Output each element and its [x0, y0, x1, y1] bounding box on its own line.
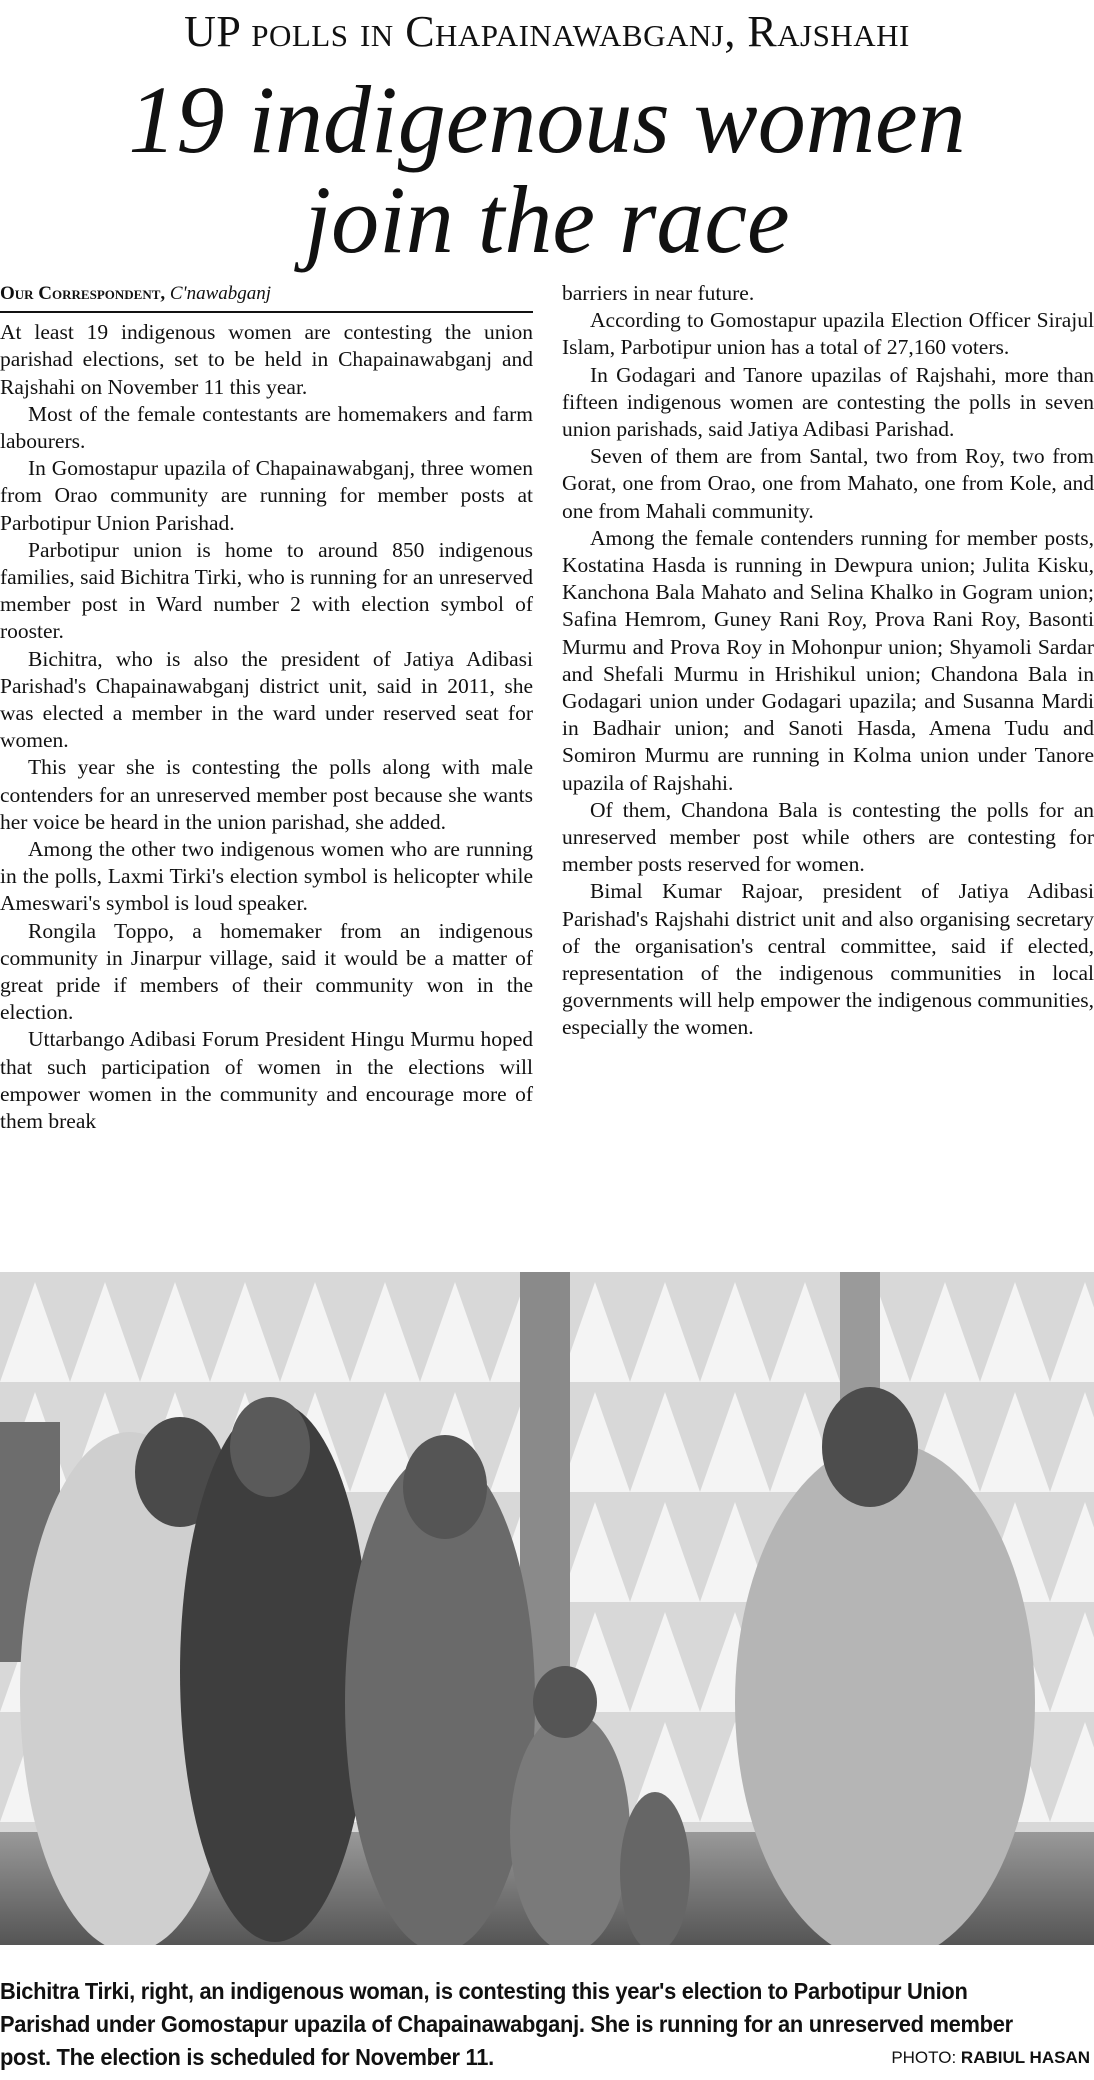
paragraph: At least 19 indigenous women are contesting the union parishad elections, set to be held in Chapainawabganj and Rajshahi on November 11 this year. [0, 320, 533, 399]
paragraph: Most of the female contestants are homemakers and farm labourers. [0, 401, 533, 454]
headline [0, 66, 1094, 273]
photo-illustration [0, 1272, 1094, 1945]
paragraph-continued: barriers in near future. [562, 281, 755, 305]
photo-caption: Bichitra Tirki, right, an indigenous woman, is contesting this year's election to Parbotipur Union Parishad under Gomostapur upazila of Chapainawabganj. She is running for an unreserved member post. The election is scheduled for November 11. [0, 1978, 1013, 2070]
paragraph: Of them, Chandona Bala is contesting the polls for an unreserved member post while others are contesting for member posts reserved for women. [562, 797, 1094, 877]
paragraph: Seven of them are from Santal, two from Roy, two from Gorat, one from Orao, one from Mahato, one from Kole, and one from Mahali community. [562, 444, 1094, 523]
kicker: UP polls in Chapainawabganj, Rajshahi [184, 7, 910, 56]
photo-credit-label: PHOTO: [891, 2048, 957, 2067]
paragraph: Parbotipur union is home to around 850 indigenous families, said Bichitra Tirki, who is running for an unreserved member post in Ward number 2 with election symbol of rooster. [0, 537, 533, 644]
byline-place: C'nawabganj [169, 283, 272, 304]
article-column-left [0, 280, 533, 1135]
paragraph: According to Gomostapur upazila Election Officer Sirajul Islam, Parbotipur union has a total of 27,160 voters. [562, 308, 1094, 360]
photo-credit [891, 2048, 1090, 2068]
headline-line-1: 19 indigenous women [128, 66, 966, 173]
article-column-right [562, 280, 1094, 1042]
paragraph: This year she is contesting the polls along with male contenders for an unreserved member post because she wants her voice be heard in the union parishad, she added. [0, 755, 533, 834]
paragraph: Bimal Kumar Rajoar, president of Jatiya Adibasi Parishad's Rajshahi district unit and also organising secretary of the organisation's central committee, said if elected, representation of the indigenous communities in local governments will help empower the indigenous communities, especially the women. [562, 879, 1094, 1040]
headline-line-2: join the race [304, 166, 790, 273]
byline [0, 280, 533, 313]
paragraph: In Godagari and Tanore upazilas of Rajshahi, more than fifteen indigenous women are contesting the polls in seven union parishads, said Jatiya Adibasi Parishad. [562, 362, 1094, 442]
paragraph: Uttarbango Adibasi Forum President Hingu Murmu hoped that such participation of women in the elections will empower women in the community and encourage more of them break [0, 1027, 533, 1134]
paragraph: Among the other two indigenous women who are running in the polls, Laxmi Tirki's election symbol is helicopter while Ameswari's symbol is loud speaker. [0, 837, 533, 916]
news-photo [0, 1272, 1094, 1945]
paragraph: In Gomostapur upazila of Chapainawabganj, three women from Orao community are running for member posts at Parbotipur Union Parishad. [0, 456, 533, 535]
paragraph: Bichitra, who is also the president of Jatiya Adibasi Parishad's Chapainawabganj district unit, said in 2011, she was elected a member in the ward under reserved seat for women. [0, 646, 533, 753]
paragraph: Among the female contenders running for member posts, Kostatina Hasda is running in Dewpura union; Julita Kisku, Kanchona Bala Mahato and Selina Khalko in Gogram union; Safina Hemrom, Guney Rani Roy, Prova Rani Roy, Basonti Murmu and Prova Roy in Mohonpur union; Shyamoli Sardar and Shefali Murmu in Hrishikul union; Chandona Bala in Godagari union under Godagari upazila; and Susanna Mardi in Badhair union; and Sanoti Hasda, Amena Tudu and Somiron Murmu are running in Kolma union under Tanore upazila of Rajshahi. [562, 525, 1094, 795]
byline-author: Our Correspondent, [0, 283, 166, 304]
paragraph: Rongila Toppo, a homemaker from an indigenous community in Jinarpur village, said it would be a matter of great pride if members of their community won in the election. [0, 918, 533, 1025]
photo-credit-name: RABIUL HASAN [960, 2048, 1090, 2067]
